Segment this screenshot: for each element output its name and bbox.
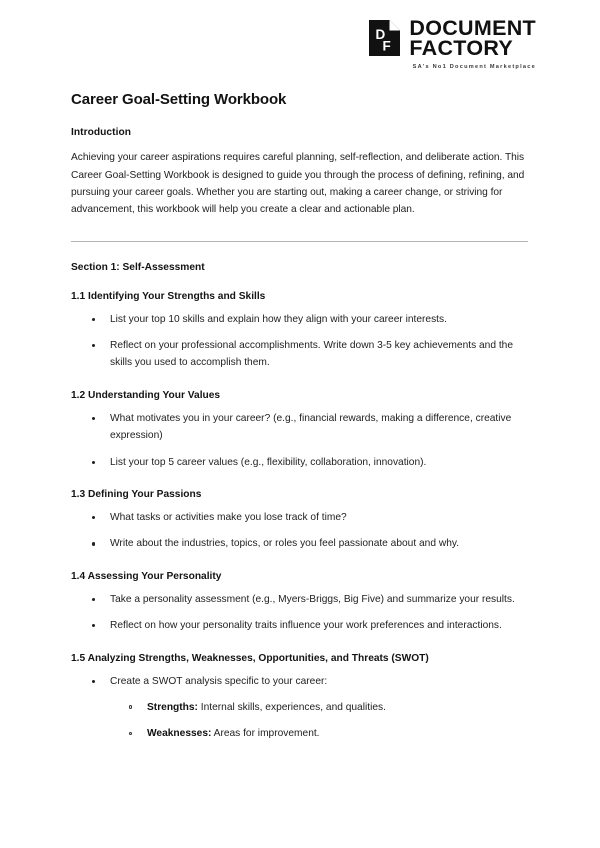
document-content xyxy=(0,91,600,742)
introduction-heading: Introduction xyxy=(71,127,132,139)
subsection-1-5-list xyxy=(71,673,528,690)
sub-list-item xyxy=(71,699,528,716)
subsection-1-4-list xyxy=(71,591,528,635)
sub-list-item-term: Weaknesses: xyxy=(147,728,212,740)
brand-wordmark xyxy=(409,16,536,61)
sub-list-item-text: Areas for improvement. xyxy=(211,728,320,740)
document-file-icon xyxy=(369,20,400,56)
list-item: List your top 10 skills and explain how they align with your career interests. xyxy=(71,311,528,328)
subsection-1-5-sublist xyxy=(71,699,528,743)
section-1-heading: Section 1: Self-Assessment xyxy=(71,261,205,273)
page-title: Career Goal-Setting Workbook xyxy=(71,91,287,109)
subsection-1-4-heading: 1.4 Assessing Your Personality xyxy=(71,570,222,582)
subsection-1-5-heading: 1.5 Analyzing Strengths, Weaknesses, Opportunities, and Threats (SWOT) xyxy=(71,652,429,664)
list-item: Reflect on how your personality traits influence your work preferences and interactions. xyxy=(71,617,528,634)
brand-name-line1: DOCUMENT xyxy=(409,16,536,40)
sub-list-item xyxy=(71,725,528,742)
list-item: Write about the industries, topics, or roles you feel passionate about and why. xyxy=(71,535,528,552)
list-item: Take a personality assessment (e.g., Myers-Briggs, Big Five) and summarize your results. xyxy=(71,591,528,608)
sub-list-item-text: Internal skills, experiences, and qualities. xyxy=(197,702,386,714)
brand-tagline: SA's No1 Document Marketplace xyxy=(412,64,536,71)
brand-name-line2: FACTORY xyxy=(409,36,514,61)
list-item: Reflect on your professional accomplishments. Write down 3-5 key achievements and the skills you used to accomplish them. xyxy=(71,337,528,372)
svg-text:D: D xyxy=(375,27,386,43)
subsection-1-3-list xyxy=(71,509,528,553)
sub-list-item-term: Strengths: xyxy=(147,702,198,714)
page-header xyxy=(0,0,600,70)
brand-logo xyxy=(369,18,536,70)
list-item: List your top 5 career values (e.g., flexibility, collaboration, innovation). xyxy=(71,454,528,471)
list-item: What motivates you in your career? (e.g., financial rewards, making a difference, creative expression) xyxy=(71,410,528,445)
subsection-1-2-list xyxy=(71,410,528,471)
subsection-1-3-heading: 1.3 Defining Your Passions xyxy=(71,489,202,501)
subsection-1-1-heading: 1.1 Identifying Your Strengths and Skills xyxy=(71,290,266,302)
svg-text:F: F xyxy=(382,38,392,54)
subsection-1-2-heading: 1.2 Understanding Your Values xyxy=(71,389,221,401)
subsection-1-1-list xyxy=(71,311,528,372)
section-divider xyxy=(71,241,528,242)
brand-logo-row xyxy=(369,16,536,61)
introduction-paragraph: Achieving your career aspirations requires careful planning, self-reflection, and deliberate action. This Career Goal-Setting Workbook is designed to guide you through the process of defining, refining, and pursuing your career goals. Whether you are starting out, making a career change, or striving for advancement, this workbook will help you create a clear and actionable plan. xyxy=(71,152,525,216)
list-item: Create a SWOT analysis specific to your career: xyxy=(71,673,528,690)
list-item: What tasks or activities make you lose track of time? xyxy=(71,509,528,526)
